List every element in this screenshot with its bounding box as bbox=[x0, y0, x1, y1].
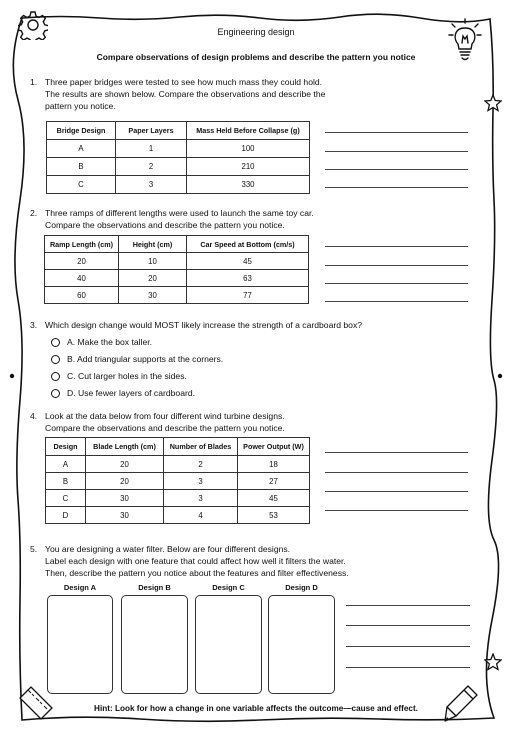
question-5 bbox=[30, 543, 490, 581]
table-header: Paper Layers bbox=[116, 122, 187, 140]
question-number: 3. bbox=[30, 320, 38, 330]
table-cell: 210 bbox=[187, 158, 310, 176]
answer-line[interactable] bbox=[346, 667, 470, 668]
table-cell: 30 bbox=[119, 287, 187, 304]
answer-line[interactable] bbox=[325, 132, 468, 133]
table-cell: B bbox=[46, 473, 86, 490]
table-cell: C bbox=[47, 176, 116, 194]
table-cell: 40 bbox=[45, 270, 119, 287]
table-cell: 100 bbox=[187, 140, 310, 158]
table-header: Car Speed at Bottom (cm/s) bbox=[187, 236, 309, 253]
option-b-radio[interactable] bbox=[51, 355, 60, 364]
answer-line[interactable] bbox=[325, 151, 468, 152]
question-1 bbox=[30, 76, 470, 116]
design-d-drawing-box[interactable] bbox=[268, 595, 335, 694]
table-cell: 10 bbox=[119, 253, 187, 270]
answer-line[interactable] bbox=[325, 491, 468, 492]
star-icon bbox=[484, 653, 502, 671]
table-header: Power Output (W) bbox=[238, 438, 310, 456]
table-header: Mass Held Before Collapse (g) bbox=[187, 122, 310, 140]
question-number: 5. bbox=[30, 544, 38, 554]
design-a-drawing-box[interactable] bbox=[47, 595, 113, 694]
design-d-label: Design D bbox=[285, 583, 318, 592]
option-a-radio[interactable] bbox=[51, 338, 60, 347]
question-text: Three ramps of different lengths were used to launch the same toy car. Compare the observations and describe the pattern you notice. bbox=[45, 208, 314, 230]
table-cell: 18 bbox=[238, 456, 310, 473]
option-a-label: A. Make the box taller. bbox=[67, 337, 153, 347]
table-cell: A bbox=[46, 456, 86, 473]
table-header: Bridge Design bbox=[47, 122, 116, 140]
table-row bbox=[46, 507, 310, 524]
table-row bbox=[46, 456, 310, 473]
question-4 bbox=[30, 410, 470, 436]
table-cell: 330 bbox=[187, 176, 310, 194]
table-row bbox=[45, 270, 309, 287]
table-cell: 3 bbox=[164, 473, 238, 490]
table-cell: 20 bbox=[86, 456, 164, 473]
table-cell: 45 bbox=[238, 490, 310, 507]
table-cell: 3 bbox=[116, 176, 187, 194]
table-cell: A bbox=[47, 140, 116, 158]
question-text: Look at the data below from four different wind turbine designs. Compare the observations and describe the pattern you notice. bbox=[45, 411, 285, 433]
question-text: Three paper bridges were tested to see how much mass they could hold. The results are shown below. Compare the observations and describe the pattern you notice. bbox=[45, 77, 326, 111]
table-cell: 20 bbox=[86, 473, 164, 490]
table-cell: 63 bbox=[187, 270, 309, 287]
question-2 bbox=[30, 207, 470, 233]
page-title: Engineering design bbox=[217, 27, 295, 37]
answer-line[interactable] bbox=[346, 605, 470, 606]
table-header: Blade Length (cm) bbox=[86, 438, 164, 456]
bridge-table bbox=[46, 121, 310, 194]
table-cell: 20 bbox=[45, 253, 119, 270]
table-cell: 2 bbox=[164, 456, 238, 473]
table-cell: 27 bbox=[238, 473, 310, 490]
answer-line[interactable] bbox=[346, 625, 470, 626]
answer-line[interactable] bbox=[325, 187, 468, 188]
table-cell: 3 bbox=[164, 490, 238, 507]
answer-line[interactable] bbox=[325, 472, 468, 473]
answer-line[interactable] bbox=[346, 646, 470, 647]
table-header: Ramp Length (cm) bbox=[45, 236, 119, 253]
turbine-table bbox=[45, 437, 310, 524]
table-cell: 77 bbox=[187, 287, 309, 304]
option-c-label: C. Cut larger holes in the sides. bbox=[67, 371, 187, 381]
question-3 bbox=[30, 319, 490, 333]
table-cell: 30 bbox=[86, 490, 164, 507]
table-cell: C bbox=[46, 490, 86, 507]
table-cell: B bbox=[47, 158, 116, 176]
option-c-radio[interactable] bbox=[51, 372, 60, 381]
answer-line[interactable] bbox=[325, 510, 468, 511]
table-row bbox=[46, 490, 310, 507]
table-cell: 20 bbox=[119, 270, 187, 287]
table-header: Height (cm) bbox=[119, 236, 187, 253]
table-row bbox=[46, 473, 310, 490]
answer-line[interactable] bbox=[325, 452, 468, 453]
table-row bbox=[47, 140, 310, 158]
star-icon bbox=[484, 94, 502, 112]
table-cell: 45 bbox=[187, 253, 309, 270]
table-cell: 2 bbox=[116, 158, 187, 176]
page-subtitle: Compare observations of design problems and describe the pattern you notice bbox=[96, 52, 416, 62]
answer-line[interactable] bbox=[325, 265, 468, 266]
table-cell: 1 bbox=[116, 140, 187, 158]
ramp-table bbox=[44, 235, 309, 304]
design-b-drawing-box[interactable] bbox=[121, 595, 188, 694]
table-row bbox=[47, 158, 310, 176]
table-cell: 53 bbox=[238, 507, 310, 524]
question-number: 1. bbox=[30, 77, 38, 87]
table-cell: 4 bbox=[164, 507, 238, 524]
table-cell: 60 bbox=[45, 287, 119, 304]
design-b-label: Design B bbox=[138, 583, 171, 592]
option-d-label: D. Use fewer layers of cardboard. bbox=[67, 388, 196, 398]
question-text: You are designing a water filter. Below are four different designs. Label each design with one feature that could affect how well it filters the water. Then, describe the pattern you notice about the features and filter effectiveness. bbox=[45, 544, 349, 578]
table-cell: D bbox=[46, 507, 86, 524]
table-row bbox=[45, 253, 309, 270]
design-c-label: Design C bbox=[212, 583, 245, 592]
table-row bbox=[45, 287, 309, 304]
answer-line[interactable] bbox=[325, 169, 468, 170]
table-header: Design bbox=[46, 438, 86, 456]
design-c-drawing-box[interactable] bbox=[195, 595, 262, 694]
answer-line[interactable] bbox=[325, 283, 468, 284]
hint-text: Hint: Look for how a change in one variable affects the outcome—cause and effect. bbox=[94, 704, 418, 713]
question-number: 2. bbox=[30, 208, 38, 218]
design-a-label: Design A bbox=[63, 583, 97, 592]
table-header: Number of Blades bbox=[164, 438, 238, 456]
question-number: 4. bbox=[30, 411, 38, 421]
table-cell: 30 bbox=[86, 507, 164, 524]
answer-line[interactable] bbox=[325, 301, 468, 302]
option-b-label: B. Add triangular supports at the corners. bbox=[67, 354, 224, 364]
answer-line[interactable] bbox=[325, 246, 468, 247]
option-d-radio[interactable] bbox=[51, 389, 60, 398]
table-row bbox=[47, 176, 310, 194]
question-text: Which design change would MOST likely increase the strength of a cardboard box? bbox=[45, 320, 363, 330]
